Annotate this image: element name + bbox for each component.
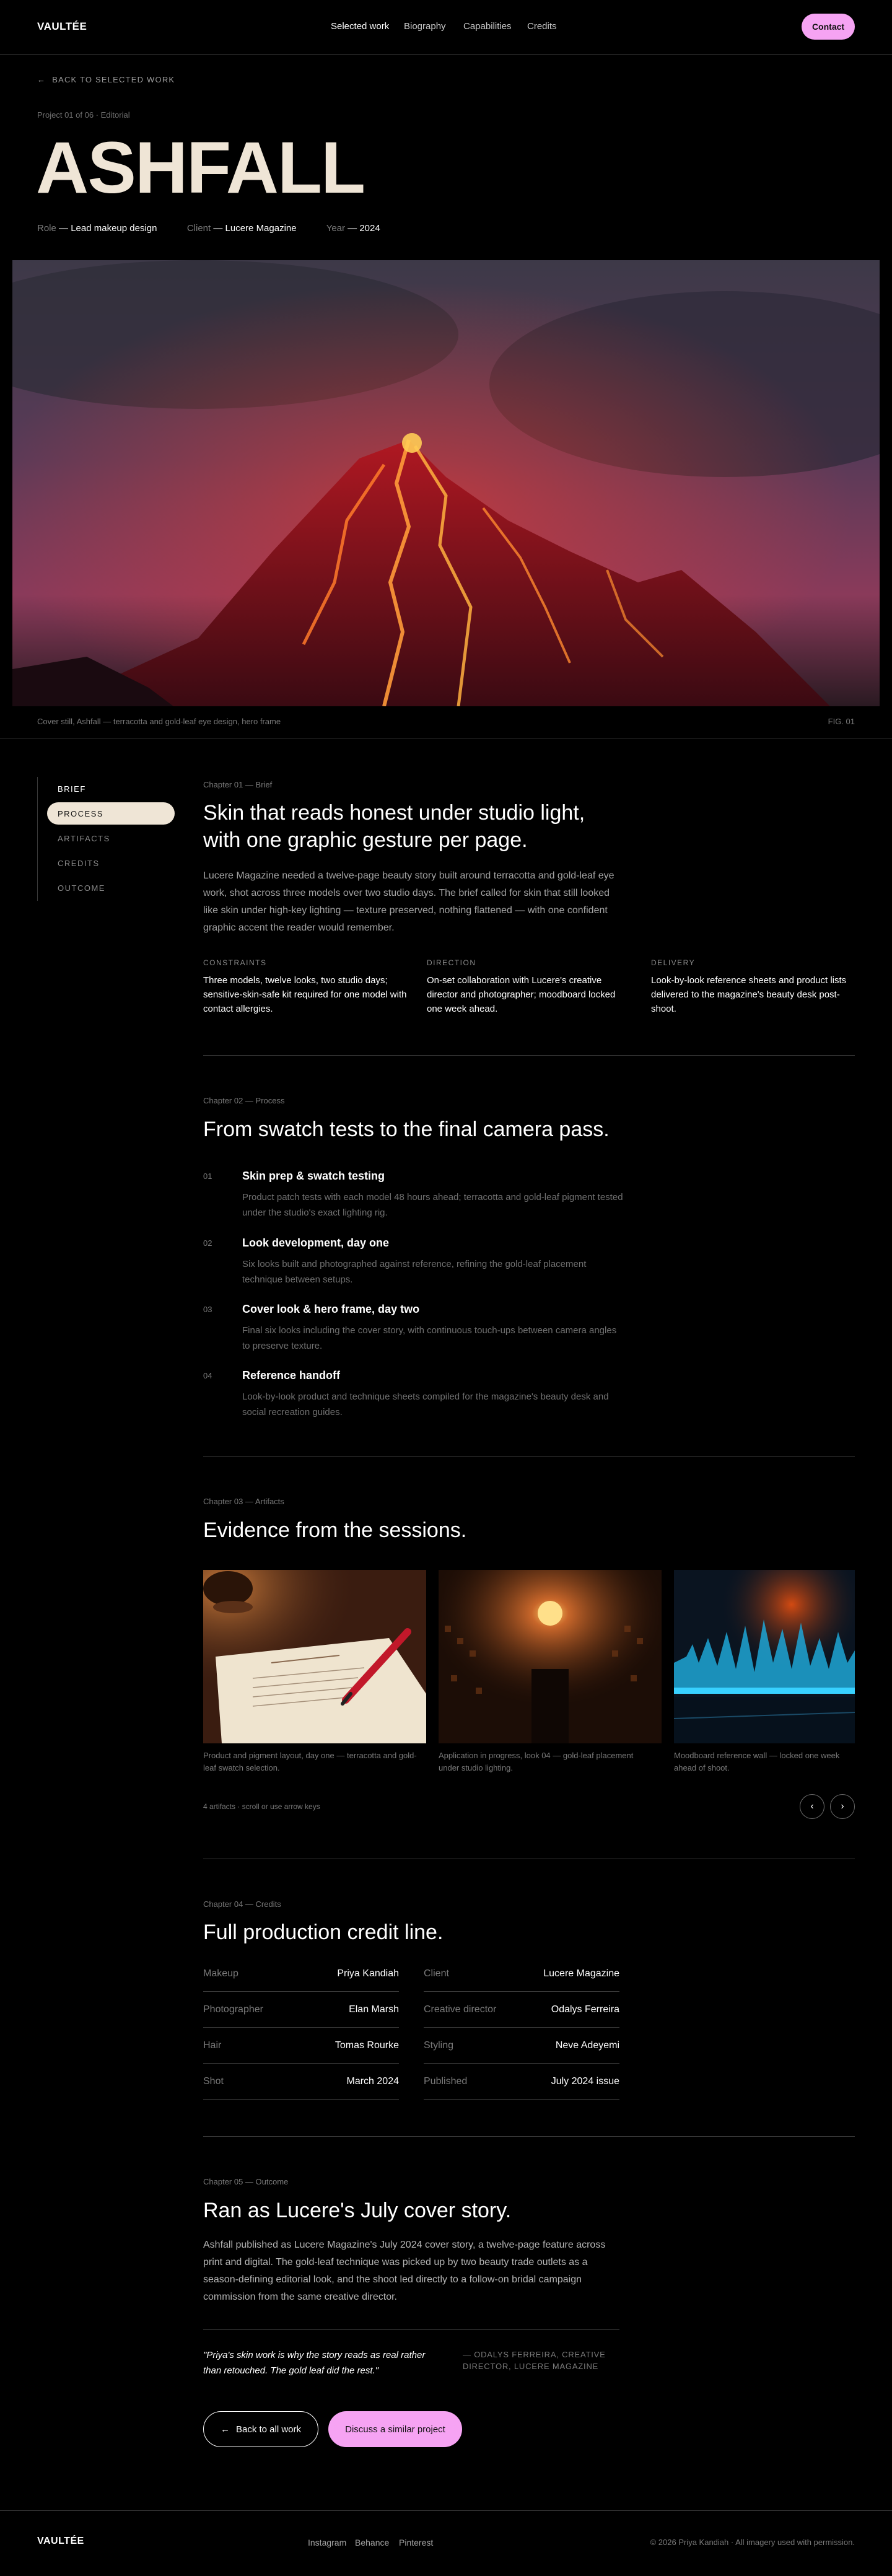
section-divider	[203, 1055, 855, 1056]
section-divider	[203, 2136, 855, 2137]
project-title: ASHFALL	[36, 127, 365, 209]
credits-heading: Full production credit line.	[203, 1921, 444, 1944]
meta-year-value: 2024	[359, 223, 380, 234]
sidebar-item-artifacts[interactable]: ARTIFACTS	[58, 833, 110, 843]
brief-body: Lucere Magazine needed a twelve-page beauty story built around terracotta and gold-leaf eye work, shot across three models over two studio days. The brief called for skin that still looked like skin under high-key lighting — texture preserved, nothing flattened — with one confident graphic accent the reader would remember.	[203, 870, 614, 933]
credit-key: Makeup	[203, 1968, 238, 1979]
credit-row	[203, 2064, 399, 2100]
back-to-all-work-button[interactable]	[203, 2411, 318, 2447]
sidebar-rail	[37, 777, 38, 901]
credit-value: July 2024 issue	[551, 2075, 619, 2087]
brief-column-direction	[427, 958, 631, 1016]
credits-left-column	[203, 1956, 399, 2100]
carousel-next-button[interactable]	[830, 1794, 855, 1819]
credit-key: Hair	[203, 2039, 222, 2051]
arrow-left-icon: ‹	[810, 1801, 814, 1812]
delivery-text: Look-by-look reference sheets and product lists delivered to the magazine's beauty desk post-shoot.	[651, 975, 847, 1014]
arrow-right-icon: ›	[841, 1801, 844, 1812]
brief-column-delivery	[651, 958, 862, 1016]
step-description: Six looks built and photographed against reference, refining the gold-leaf placement technique between setups.	[242, 1259, 587, 1285]
sidebar-item-process[interactable]: PROCESS	[47, 802, 175, 825]
testimonial-author: — ODALYS FERREIRA, CREATIVE DIRECTOR, LUCERE MAGAZINE	[463, 2350, 606, 2371]
credit-value: Elan Marsh	[349, 2004, 399, 2015]
arrow-left-icon: ←	[37, 75, 46, 84]
step-title: Reference handoff	[242, 1369, 341, 1382]
nav-biography[interactable]: Biography	[404, 21, 446, 32]
credit-value: Lucere Magazine	[543, 1968, 619, 1979]
back-to-all-work-label: Back to all work	[235, 2424, 302, 2435]
discuss-project-button[interactable]: Discuss a similar project	[328, 2411, 462, 2447]
footer-logo[interactable]: VAULTÉE	[37, 2536, 84, 2546]
footer-link-instagram[interactable]: Instagram	[308, 2538, 347, 2548]
step-number: 01	[203, 1172, 212, 1181]
credits-right-column	[424, 1956, 619, 2100]
footer-copyright: © 2026 Priya Kandiah · All imagery used with permission.	[650, 2538, 855, 2547]
credit-value: Priya Kandiah	[337, 1968, 399, 1979]
artifact-image-moodboard[interactable]	[674, 1570, 855, 1743]
contact-button[interactable]: Contact	[802, 14, 855, 40]
project-meta: Role — Lead makeup design Client — Lucere Magazine Year — 2024	[37, 223, 380, 234]
credit-row	[203, 1992, 399, 2028]
artifact-caption: Product and pigment layout, day one — terracotta and gold-leaf swatch selection.	[203, 1751, 417, 1772]
credit-value: Tomas Rourke	[334, 2039, 399, 2051]
meta-year-key: Year	[326, 223, 345, 234]
arrow-left-icon: ←	[220, 2424, 230, 2435]
credit-row	[203, 1956, 399, 1992]
step-number: 03	[203, 1305, 212, 1314]
direction-label: DIRECTION	[427, 958, 476, 967]
artifact-image-application[interactable]	[439, 1570, 662, 1743]
brief-column-constraints	[203, 958, 408, 1016]
step-description: Product patch tests with each model 48 hours ahead; terracotta and gold-leaf pigment tested under the studio's exact lighting rig.	[242, 1192, 623, 1218]
site-header	[0, 0, 892, 55]
outcome-body: Ashfall published as Lucere Magazine's July 2024 cover story, a twelve-page feature across print and digital. The gold-leaf technique was picked up by two beauty trade outlets as a season-defining editorial look, and the shoot led directly to a follow-on bridal campaign commission from the same creative director.	[203, 2240, 606, 2302]
outcome-heading: Ran as Lucere's July cover story.	[203, 2199, 512, 2222]
process-heading: From swatch tests to the final camera pass.	[203, 1118, 610, 1141]
credit-key: Published	[424, 2075, 468, 2087]
credit-value: Odalys Ferreira	[551, 2004, 619, 2015]
meta-client-value: Lucere Magazine	[225, 223, 297, 234]
constraints-text: Three models, twelve looks, two studio days; sensitive-skin-safe kit required for one model with contact allergies.	[203, 975, 407, 1014]
direction-text: On-set collaboration with Lucere's creative director and photographer; moodboard locked one week ahead.	[427, 975, 616, 1014]
carousel-prev-button[interactable]	[800, 1794, 824, 1819]
credit-key: Photographer	[203, 2004, 263, 2015]
credit-key: Shot	[203, 2075, 224, 2087]
credit-row	[424, 1956, 619, 1992]
meta-role-value: Lead makeup design	[71, 223, 157, 234]
credit-value: March 2024	[346, 2075, 399, 2087]
section-divider	[203, 1456, 855, 1457]
site-footer	[0, 2510, 892, 2576]
credit-row	[424, 2064, 619, 2100]
brief-chapter-label: Chapter 01 — Brief	[203, 780, 273, 789]
hero-image	[12, 260, 880, 706]
step-number: 02	[203, 1238, 212, 1248]
hero-caption-bar	[0, 706, 892, 738]
brief-heading-line-1: Skin that reads honest under studio light,	[203, 801, 585, 825]
credit-key: Client	[424, 1968, 449, 1979]
artifacts-chapter-label: Chapter 03 — Artifacts	[203, 1497, 284, 1506]
step-title: Cover look & hero frame, day two	[242, 1303, 420, 1315]
nav-selected-work[interactable]: Selected work	[331, 21, 390, 32]
credit-key: Styling	[424, 2039, 454, 2051]
artifacts-heading: Evidence from the sessions.	[203, 1518, 467, 1542]
testimonial-quote: "Priya's skin work is why the story reads as real rather than retouched. The gold leaf did the rest."	[203, 2350, 426, 2376]
step-description: Final six looks including the cover story, with continuous touch-ups between camera angles to preserve texture.	[242, 1325, 617, 1351]
site-logo[interactable]: VAULTÉE	[37, 20, 87, 32]
credit-value: Neve Adeyemi	[555, 2039, 619, 2051]
step-description: Look-by-look product and technique sheets compiled for the magazine's beauty desk and social recreation guides.	[242, 1391, 609, 1417]
brief-heading	[203, 799, 585, 854]
meta-client-key: Client	[186, 223, 211, 234]
delivery-label: DELIVERY	[651, 958, 696, 967]
artifact-caption: Application in progress, look 04 — gold-leaf placement under studio lighting.	[439, 1751, 634, 1772]
footer-link-behance[interactable]: Behance	[355, 2538, 390, 2548]
artifacts-hint: 4 artifacts · scroll or use arrow keys	[203, 1802, 320, 1811]
back-link-label: BACK TO SELECTED WORK	[52, 75, 175, 84]
constraints-label: CONSTRAINTS	[203, 958, 267, 967]
quote-divider	[203, 2329, 619, 2330]
nav-credits[interactable]: Credits	[527, 21, 557, 32]
hero-caption: Cover still, Ashfall — terracotta and gold-leaf eye design, hero frame	[37, 717, 281, 726]
credit-row	[424, 1992, 619, 2028]
sidebar-item-brief[interactable]: BRIEF	[58, 784, 86, 794]
step-title: Look development, day one	[242, 1237, 390, 1249]
outcome-chapter-label: Chapter 05 — Outcome	[203, 2177, 289, 2186]
brief-heading-line-2: with one graphic gesture per page.	[203, 828, 528, 852]
credit-key: Creative director	[424, 2004, 497, 2015]
credit-row	[424, 2028, 619, 2064]
step-number: 04	[203, 1371, 212, 1380]
credits-chapter-label: Chapter 04 — Credits	[203, 1899, 281, 1909]
sidebar-item-outcome[interactable]: OUTCOME	[58, 883, 105, 893]
nav-capabilities[interactable]: Capabilities	[463, 21, 512, 32]
back-to-work-link[interactable]	[37, 75, 175, 84]
sidebar-item-credits[interactable]: CREDITS	[58, 858, 100, 868]
artifact-image-pigment-layout[interactable]	[203, 1570, 426, 1743]
artifact-caption: Moodboard reference wall — locked one week ahead of shoot.	[674, 1751, 840, 1772]
meta-role-key: Role	[37, 223, 56, 234]
credit-row	[203, 2028, 399, 2064]
process-chapter-label: Chapter 02 — Process	[203, 1096, 285, 1105]
footer-link-pinterest[interactable]: Pinterest	[399, 2538, 434, 2548]
figure-number: FIG. 01	[828, 717, 855, 726]
project-index: Project 01 of 06 · Editorial	[37, 110, 130, 120]
step-title: Skin prep & swatch testing	[242, 1170, 385, 1182]
